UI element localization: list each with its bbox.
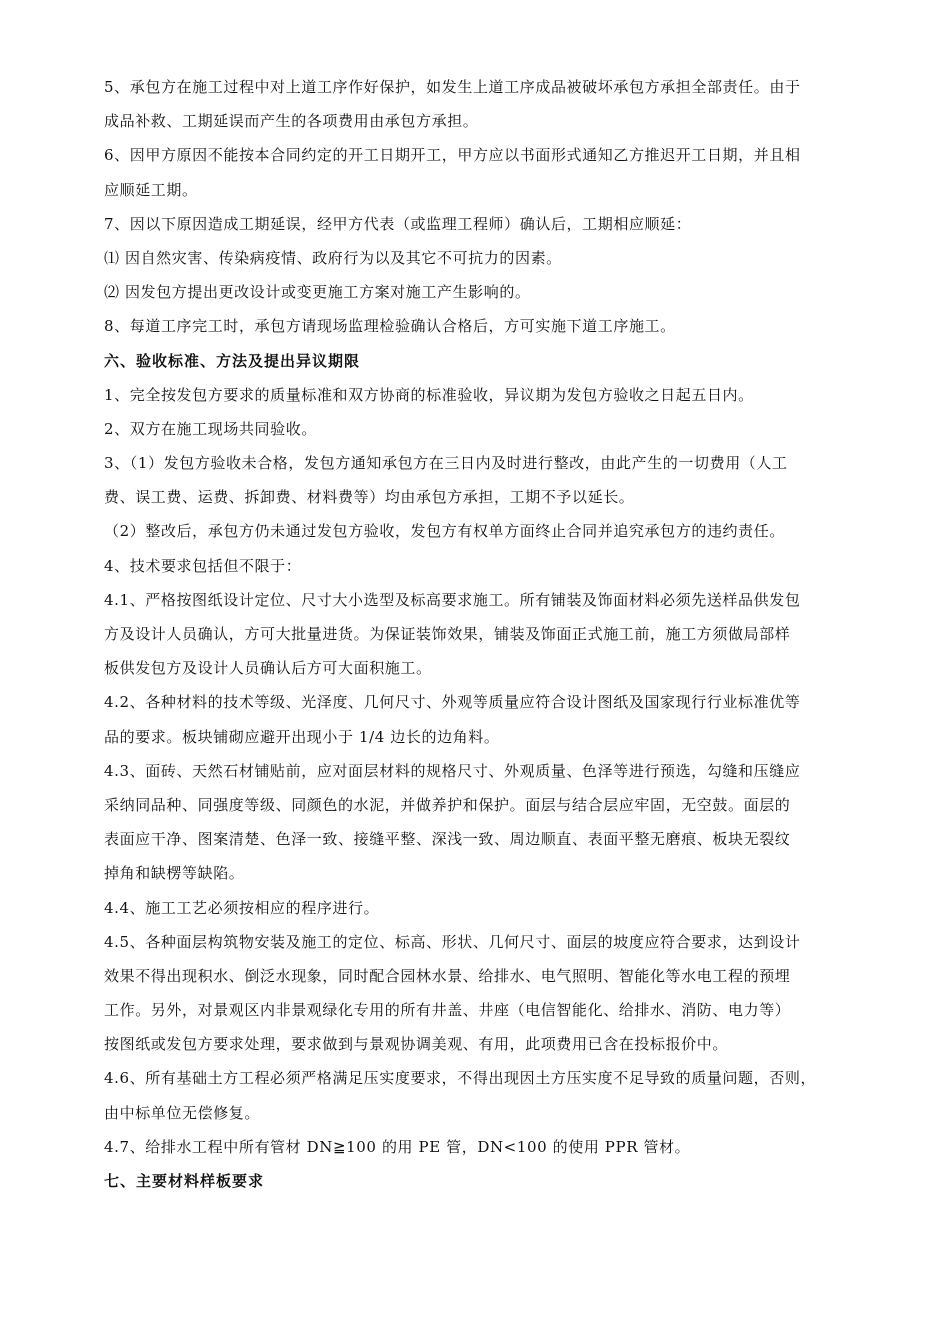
paragraph-line: 3、（1）发包方验收未合格，发包方通知承包方在三日内及时进行整改，由此产生的一切费用（人工 xyxy=(104,454,788,473)
paragraph-line: （2）整改后，承包方仍未通过发包方验收，发包方有权单方面终止合同并追究承包方的违约责任。 xyxy=(104,522,785,541)
section-heading-7: 七、主要材料样板要求 xyxy=(104,1172,265,1190)
document-body xyxy=(104,70,848,1198)
paragraph-line: 7、因以下原因造成工期延误，经甲方代表（或监理工程师）确认后，工期相应顺延： xyxy=(104,214,692,233)
paragraph-line: 按图纸或发包方要求处理，要求做到与景观协调美观、有用，此项费用已含在投标报价中。 xyxy=(104,1035,729,1054)
paragraph-line: 表面应干净、图案清楚、色泽一致、接缝平整、深浅一致、周边顺直、表面平整无磨痕、板块无裂纹 xyxy=(104,830,791,849)
paragraph-line: 4.2、各种材料的技术等级、光泽度、几何尺寸、外观等质量应符合设计图纸及国家现行行业标准优等 xyxy=(104,693,801,712)
paragraph-line: 板供发包方及设计人员确认后方可大面积施工。 xyxy=(104,659,432,678)
paragraph-line: 5、承包方在施工过程中对上道工序作好保护，如发生上道工序成品被破坏承包方承担全部责任。由于 xyxy=(104,78,801,96)
paragraph-line: 1、完全按发包方要求的质量标准和双方协商的标准验收，异议期为发包方验收之日起五日内。 xyxy=(104,385,754,404)
paragraph-line: 由中标单位无偿修复。 xyxy=(104,1103,261,1122)
paragraph-line: 采纳同品种、同强度等级、同颜色的水泥，并做养护和保护。面层与结合层应牢固，无空鼓。面层的 xyxy=(104,795,791,814)
paragraph-line: 品的要求。板块铺砌应避开出现小于 1/4 边长的边角料。 xyxy=(104,727,500,746)
paragraph-line: 2、双方在施工现场共同验收。 xyxy=(104,419,317,438)
paragraph-line: 4、技术要求包括但不限于： xyxy=(104,556,302,575)
paragraph-line: 工作。另外，对景观区内非景观绿化专用的所有井盖、井座（电信智能化、给排水、消防、电力等） xyxy=(104,1001,791,1020)
paragraph-line: 成品补救、工期延误而产生的各项费用由承包方承担。 xyxy=(104,112,479,131)
paragraph-line: 4.4、施工工艺必须按相应的程序进行。 xyxy=(104,898,380,917)
paragraph-line: 4.7、给排水工程中所有管材 DN≧100 的用 PE 管，DN<100 的使用 PPR 管材。 xyxy=(104,1137,691,1156)
list-item-line: ⑵ 因发包方提出更改设计或变更施工方案对施工产生影响的。 xyxy=(104,283,531,302)
paragraph-line: 效果不得出现积水、倒泛水现象，同时配合园林水景、给排水、电气照明、智能化等水电工程的预埋 xyxy=(104,966,791,985)
paragraph-line: 应顺延工期。 xyxy=(104,180,198,199)
paragraph-line: 4.1、严格按图纸设计定位、尺寸大小选型及标高要求施工。所有铺装及饰面材料必须先送样品供发包 xyxy=(104,590,801,609)
paragraph-line: 方及设计人员确认，方可大批量进货。为保证装饰效果，铺装及饰面正式施工前，施工方须做局部样 xyxy=(104,625,791,643)
paragraph-line: 掉角和缺楞等缺陷。 xyxy=(104,864,245,883)
paragraph-line: 4.5、各种面层构筑物安装及施工的定位、标高、形状、几何尺寸、面层的坡度应符合要求，达到设计 xyxy=(104,932,801,951)
paragraph-line: 4.6、所有基础土方工程必须严格满足压实度要求，不得出现因土方压实度不足导致的质量问题，否则， xyxy=(104,1069,817,1088)
paragraph-line: 8、每道工序完工时，承包方请现场监理检验确认合格后，方可实施下道工序施工。 xyxy=(104,317,676,336)
paragraph-line: 6、因甲方原因不能按本合同约定的开工日期开工，甲方应以书面形式通知乙方推迟开工日期，并且相 xyxy=(104,146,801,165)
section-heading-6: 六、验收标准、方法及提出异议期限 xyxy=(104,351,361,370)
paragraph-line: 4.3、面砖、天然石材铺贴前，应对面层材料的规格尺寸、外观质量、色泽等进行预选，勾缝和压缝应 xyxy=(104,761,801,780)
list-item-line: ⑴ 因自然灾害、传染病疫情、政府行为以及其它不可抗力的因素。 xyxy=(104,248,562,267)
paragraph-line: 费、误工费、运费、拆卸费、材料费等）均由承包方承担，工期不予以延长。 xyxy=(104,488,635,507)
